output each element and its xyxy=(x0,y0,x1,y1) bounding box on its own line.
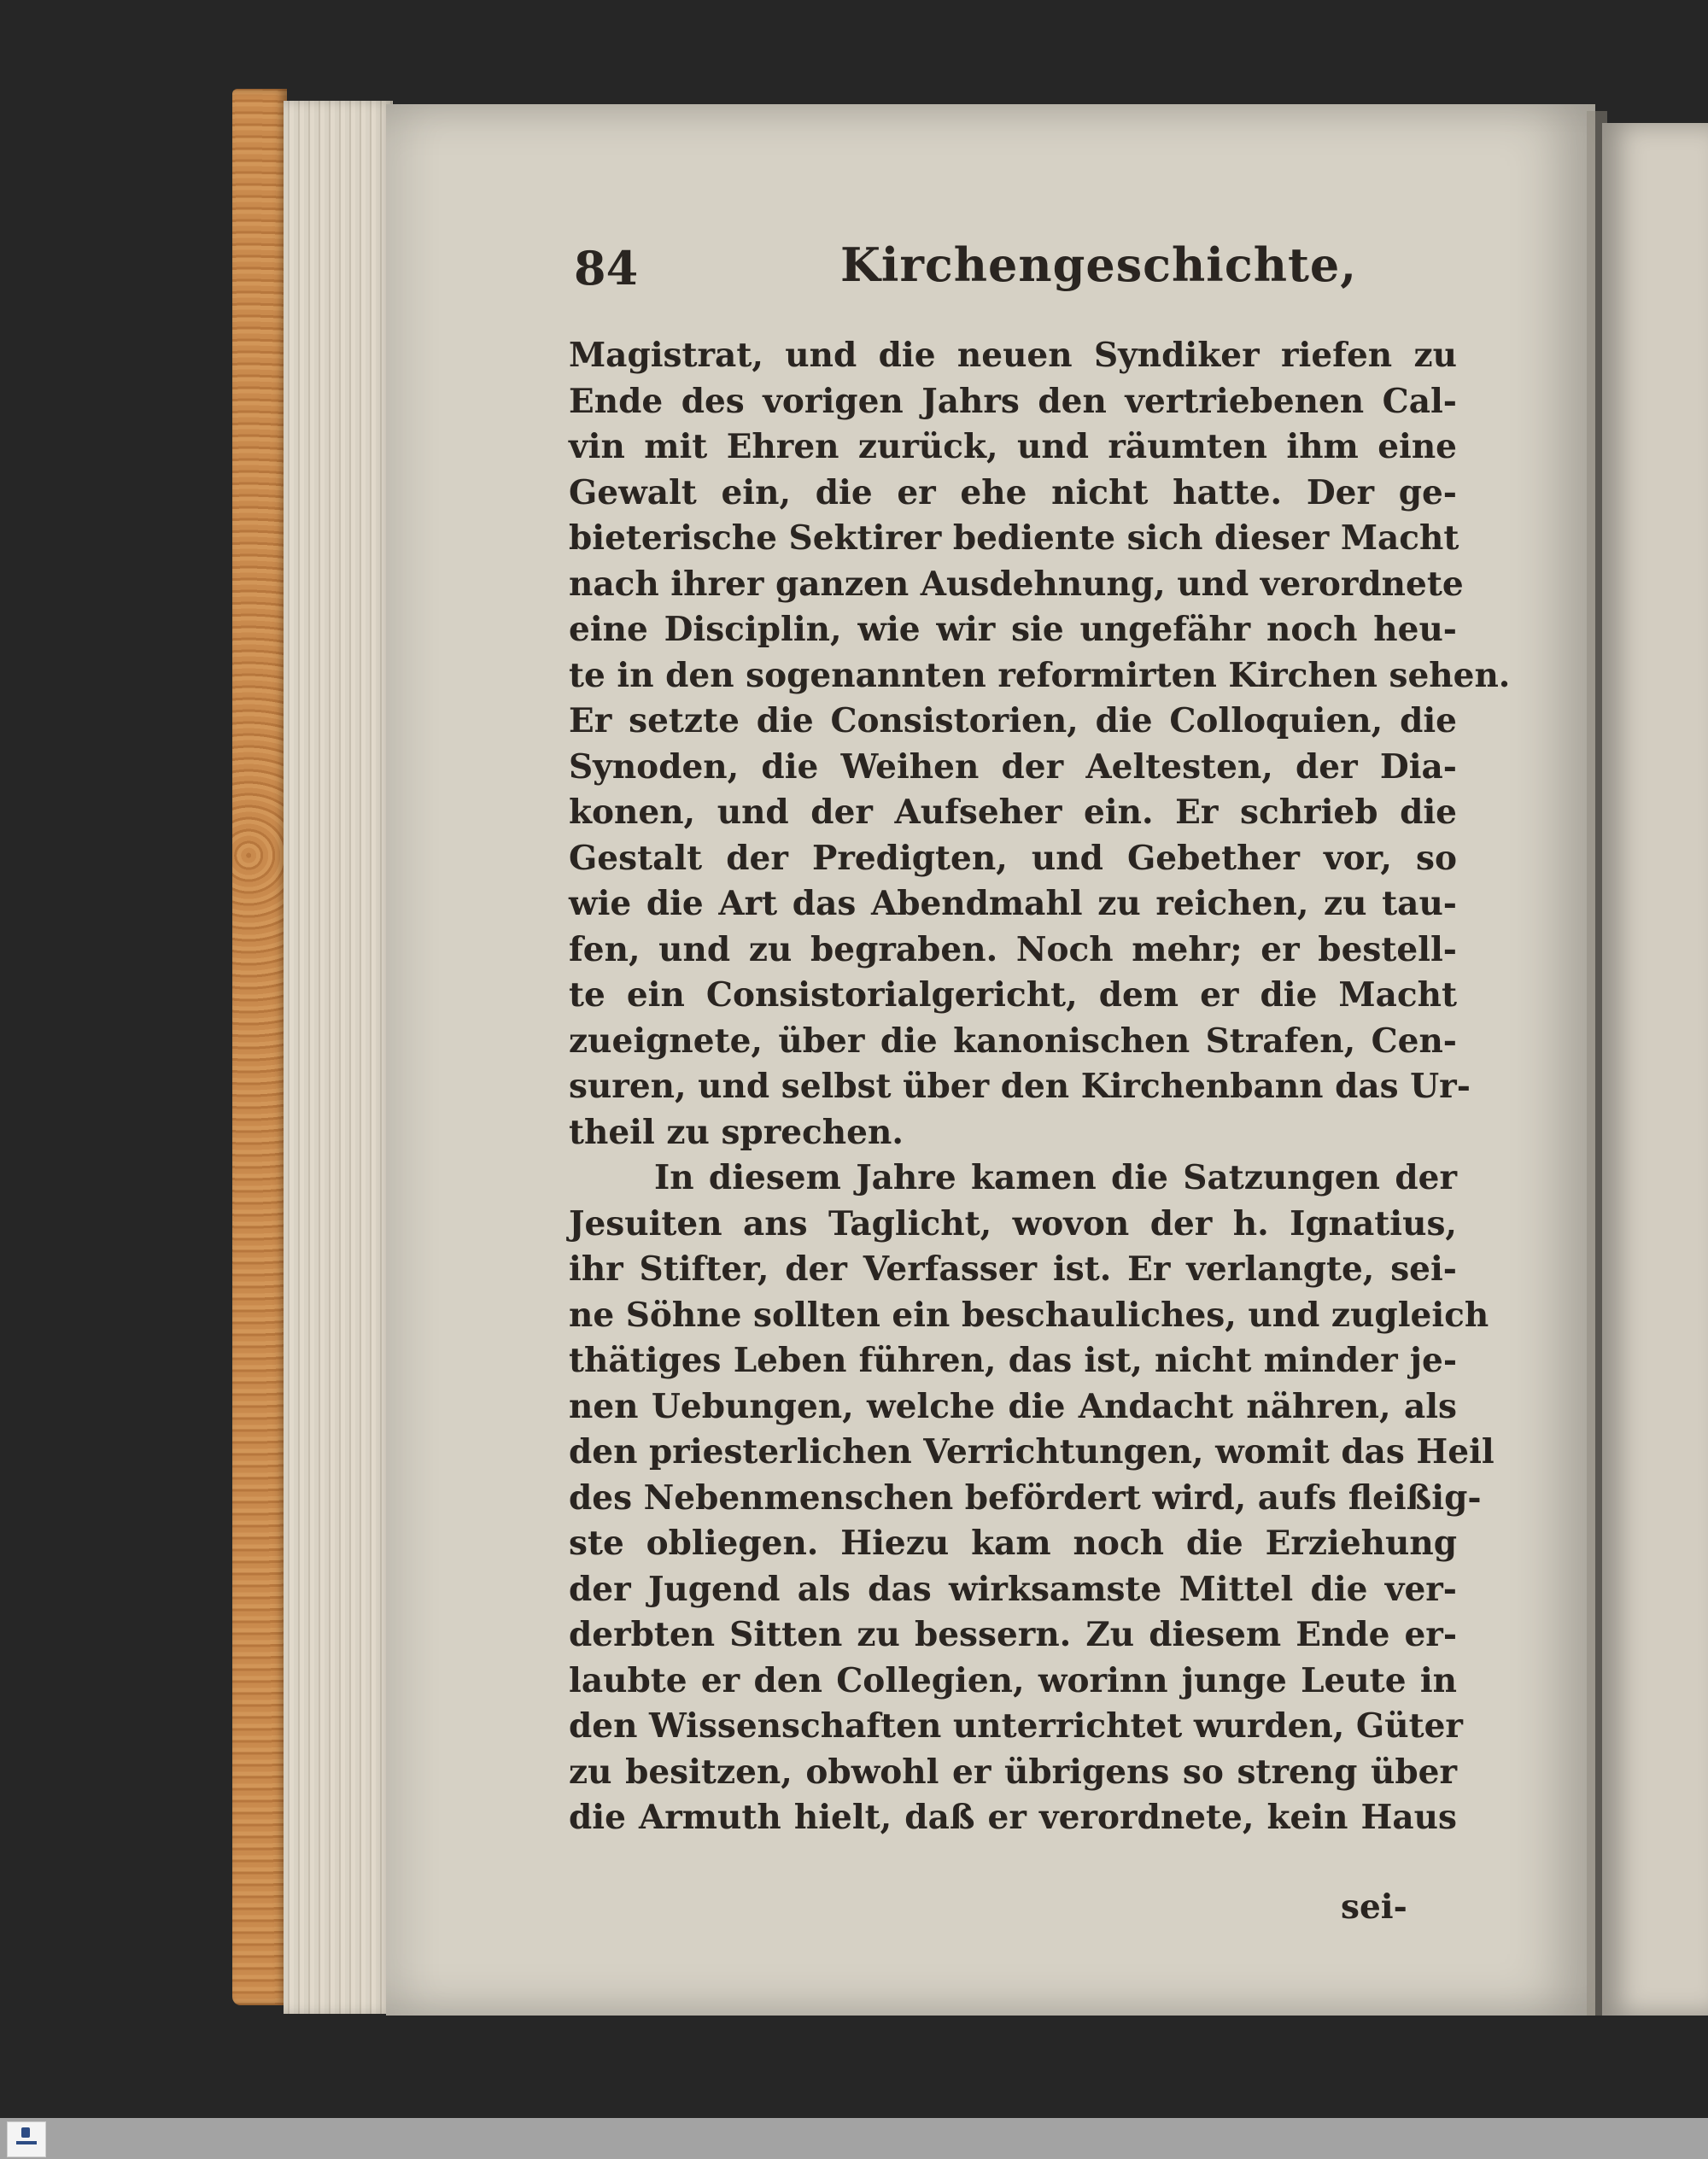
text-line: te in den sogenannten reformirten Kirchen sehen. xyxy=(569,655,1511,695)
text-line: zueignete, über die kanonischen Strafen, Cen- xyxy=(569,1021,1457,1061)
text-line: laubte er den Collegien, worinn junge Leute in xyxy=(569,1660,1457,1700)
viewer-footer-bar xyxy=(0,2118,1708,2159)
text-line: des Nebenmenschen befördert wird, aufs fleißig- xyxy=(569,1477,1482,1518)
text-line: Synoden, die Weihen der Aeltesten, der Dia- xyxy=(569,746,1457,787)
catchword: sei- xyxy=(1341,1887,1407,1927)
text-line: nach ihrer ganzen Ausdehnung, und verordnete xyxy=(569,564,1464,604)
text-line: den Wissenschaften unterrichtet wurden, Güter xyxy=(569,1706,1463,1746)
text-line: eine Disciplin, wie wir sie ungefähr noch heu- xyxy=(569,610,1457,649)
book-cover-edge xyxy=(232,89,287,2005)
text-line: Gewalt ein, die er ehe nicht hatte. Der ge- xyxy=(569,472,1457,512)
text-line: thätiges Leben führen, das ist, nicht minder je- xyxy=(569,1341,1457,1380)
text-line: theil zu sprechen. xyxy=(569,1112,904,1152)
facing-page-edge xyxy=(1602,123,1708,2016)
text-line: suren, und selbst über den Kirchenbann das Ur- xyxy=(569,1067,1471,1106)
text-line: nen Uebungen, welche die Andacht nähren, als xyxy=(569,1386,1457,1426)
text-line: ne Söhne sollten ein beschauliches, und zugleich xyxy=(569,1295,1489,1335)
text-line: der Jugend als das wirksamste Mittel die ver- xyxy=(569,1569,1457,1609)
text-line: Ende des vorigen Jahrs den vertriebenen Cal- xyxy=(569,381,1457,421)
text-line: den priesterlichen Verrichtungen, womit das Heil xyxy=(569,1432,1494,1472)
text-line: die Armuth hielt, daß er verordnete, kein Haus xyxy=(569,1798,1457,1837)
running-head xyxy=(574,237,1358,306)
running-title: Kirchengeschichte, xyxy=(840,237,1358,292)
text-line: fen, und zu begraben. Noch mehr; er bestell- xyxy=(569,929,1457,969)
library-logo-icon[interactable] xyxy=(7,2121,46,2157)
text-line: ihr Stifter, der Verfasser ist. Er verlangte, sei- xyxy=(569,1249,1457,1289)
text-line: zu besitzen, obwohl er übrigens so streng über xyxy=(569,1752,1457,1792)
logo-mark xyxy=(21,2127,30,2138)
text-line: bieterische Sektirer bediente sich dieser Macht xyxy=(569,518,1459,558)
text-line: derbten Sitten zu bessern. Zu diesem Ende er- xyxy=(569,1615,1457,1654)
text-line: Er setzte die Consistorien, die Colloquien, die xyxy=(569,701,1457,740)
text-line: wie die Art das Abendmahl zu reichen, zu tau- xyxy=(569,884,1457,923)
text-line: Gestalt der Predigten, und Gebether vor, so xyxy=(569,838,1457,878)
text-line: Magistrat, und die neuen Syndiker riefen zu xyxy=(569,336,1457,375)
page-number: 84 xyxy=(574,241,639,295)
text-line: In diesem Jahre kamen die Satzungen der xyxy=(654,1158,1457,1197)
page-stack-edges xyxy=(284,101,393,2014)
text-line: Jesuiten ans Taglicht, wovon der h. Ignatius, xyxy=(569,1203,1457,1243)
body-text xyxy=(569,333,1511,1841)
text-line: konen, und der Aufseher ein. Er schrieb die xyxy=(569,793,1457,832)
logo-base xyxy=(16,2141,37,2144)
text-line: vin mit Ehren zurück, und räumten ihm eine xyxy=(569,427,1457,466)
text-line: te ein Consistorialgericht, dem er die Macht xyxy=(569,975,1457,1015)
text-line: ste obliegen. Hiezu kam noch die Erziehung xyxy=(569,1524,1457,1563)
